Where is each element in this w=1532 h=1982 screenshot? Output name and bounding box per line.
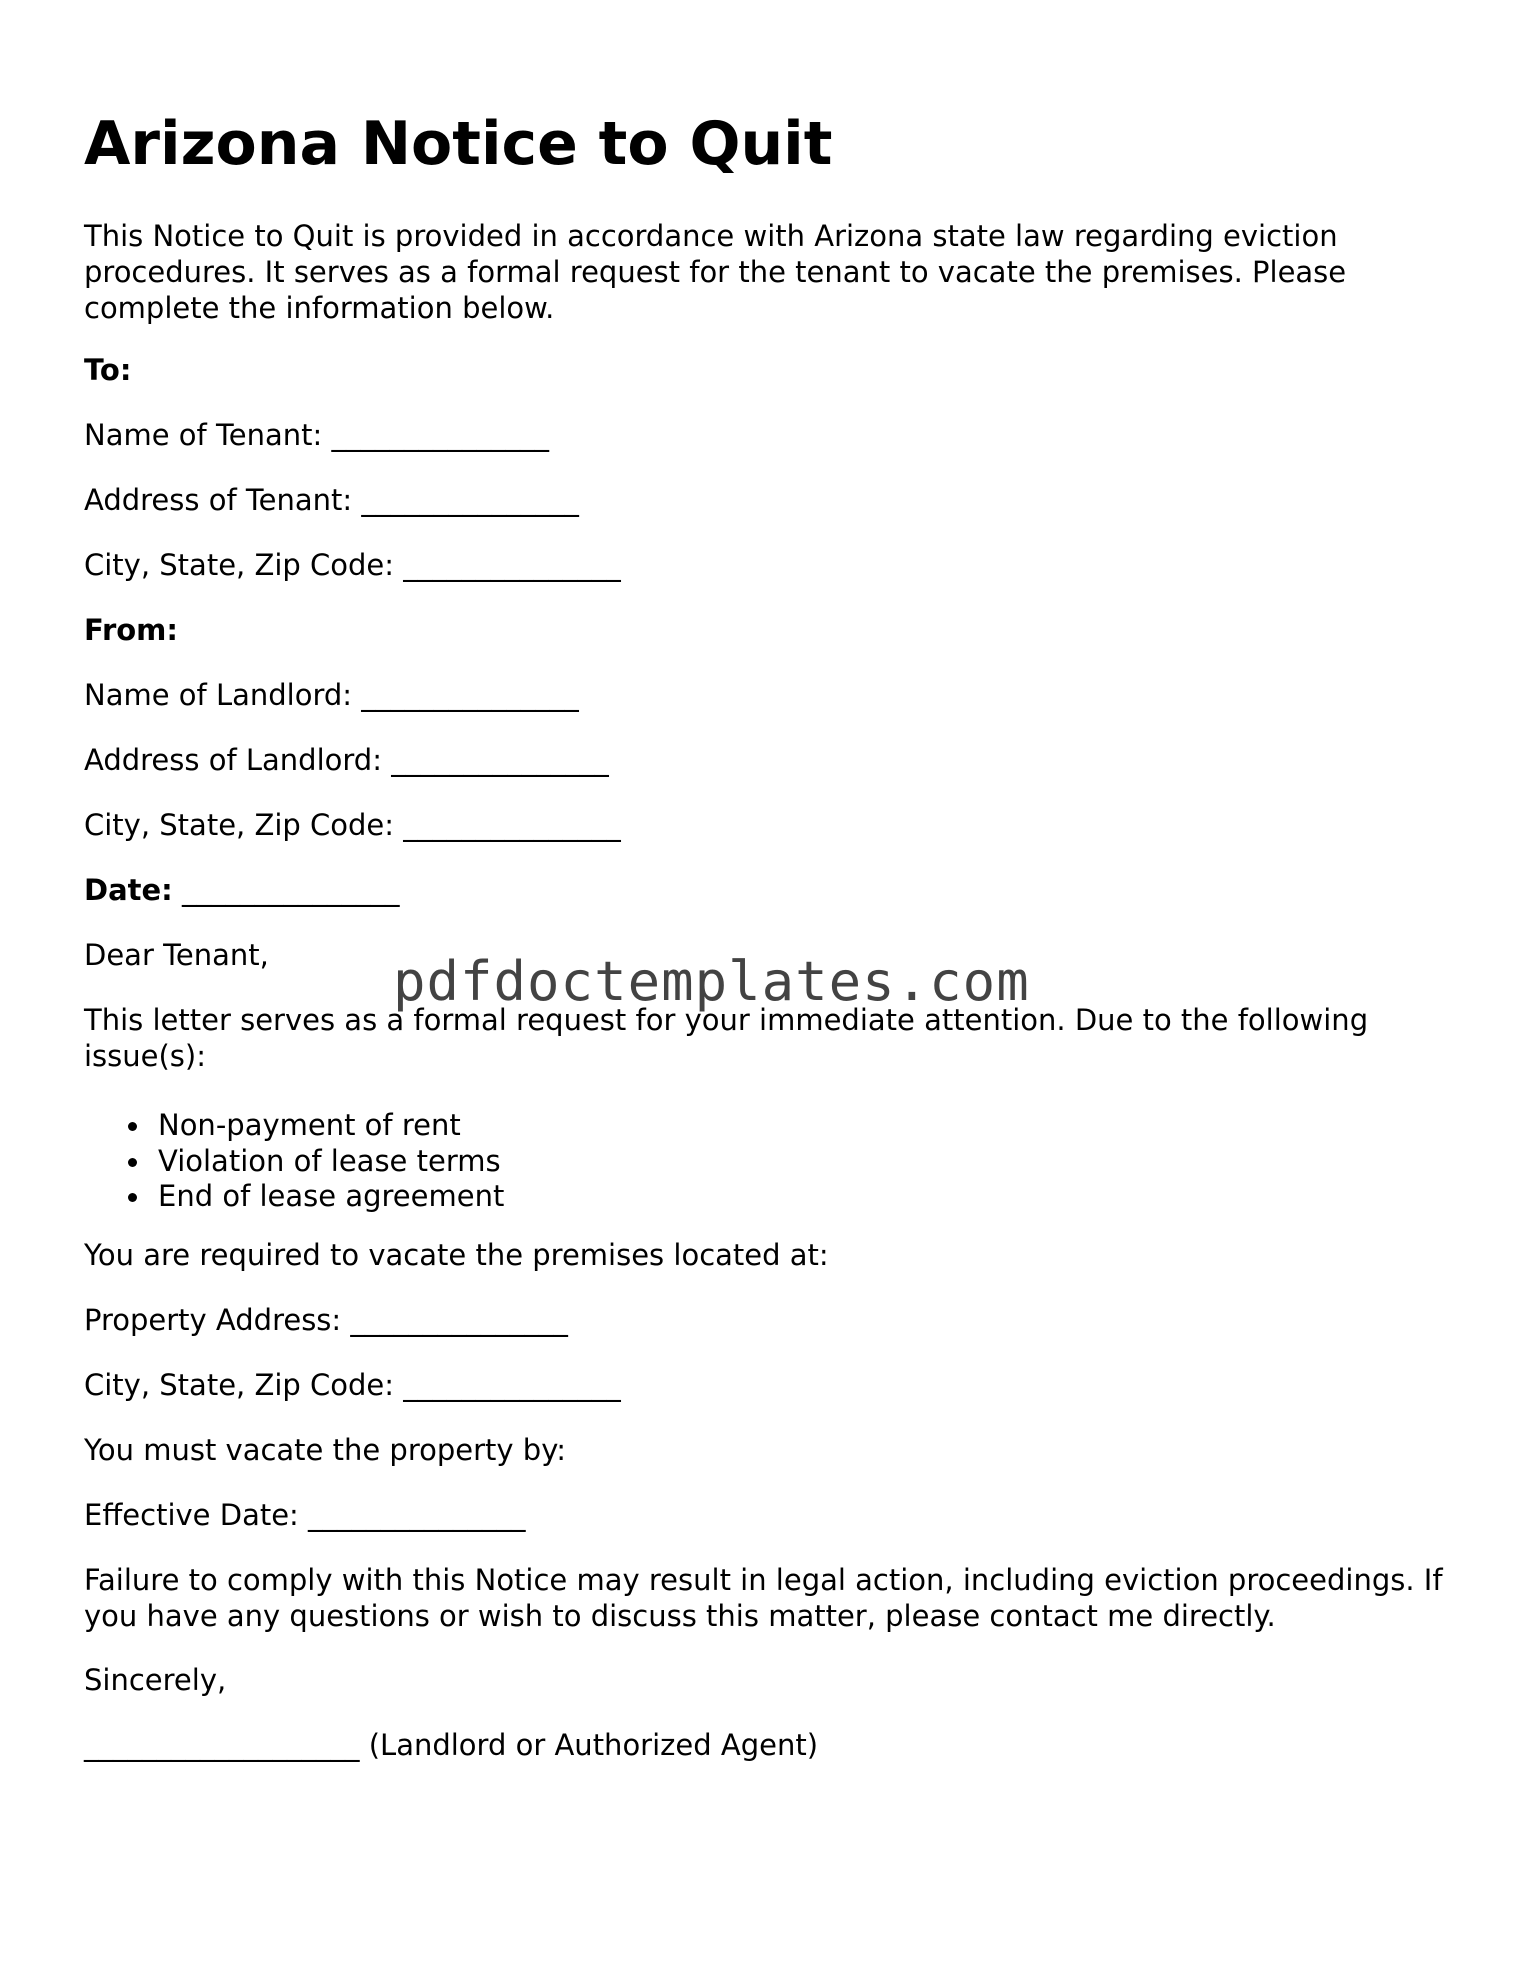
landlord-name-label: Name of Landlord: — [84, 678, 353, 712]
tenant-address-field — [84, 482, 579, 518]
tenant-city-field — [84, 547, 621, 583]
closing: Sincerely, — [84, 1663, 227, 1697]
vacate-by-text: You must vacate the property by: — [84, 1433, 567, 1467]
landlord-address-blank: _______________ — [391, 743, 609, 777]
date-blank: _______________ — [182, 873, 400, 907]
property-address-field — [84, 1302, 568, 1338]
tenant-city-blank: _______________ — [403, 548, 621, 582]
list-item: End of lease agreement — [84, 1179, 504, 1215]
list-item: Non-payment of rent — [84, 1108, 504, 1144]
to-heading: To: — [84, 353, 132, 387]
landlord-name-blank: _______________ — [361, 678, 579, 712]
salutation: Dear Tenant, — [84, 938, 269, 972]
date-field — [84, 872, 400, 908]
effective-date-blank: _______________ — [308, 1498, 526, 1532]
tenant-name-blank: _______________ — [331, 418, 549, 452]
issues-list — [84, 1108, 504, 1215]
list-item: Violation of lease terms — [84, 1144, 504, 1180]
property-city-field — [84, 1367, 621, 1403]
bullet-icon — [128, 1193, 137, 1202]
signature-caption: (Landlord or Authorized Agent) — [368, 1728, 819, 1762]
landlord-address-field — [84, 742, 609, 778]
from-heading: From: — [84, 613, 178, 647]
landlord-address-label: Address of Landlord: — [84, 743, 382, 777]
bullet-icon — [128, 1122, 137, 1131]
property-city-blank: _______________ — [403, 1368, 621, 1402]
effective-date-field — [84, 1497, 526, 1533]
vacate-premises-text: You are required to vacate the premises located at: — [84, 1238, 829, 1272]
page-title: Arizona Notice to Quit — [84, 109, 833, 179]
intro-paragraph: This Notice to Quit is provided in accordance with Arizona state law regarding eviction procedures. It serves as a formal request for the tenant to vacate the premises. Please complete the information below. — [84, 219, 1347, 325]
landlord-city-field — [84, 807, 621, 843]
tenant-name-label: Name of Tenant: — [84, 418, 323, 452]
tenant-city-label: City, State, Zip Code: — [84, 548, 395, 582]
date-label: Date: — [84, 873, 173, 907]
tenant-address-label: Address of Tenant: — [84, 483, 353, 517]
landlord-city-label: City, State, Zip Code: — [84, 808, 395, 842]
signature-blank: ___________________ — [84, 1728, 360, 1762]
effective-date-label: Effective Date: — [84, 1498, 299, 1532]
tenant-address-blank: _______________ — [361, 483, 579, 517]
signature-line — [84, 1727, 818, 1763]
landlord-city-blank: _______________ — [403, 808, 621, 842]
watermark: pdfdoctemplates.com — [393, 950, 1030, 1013]
property-city-label: City, State, Zip Code: — [84, 1368, 395, 1402]
landlord-name-field — [84, 677, 579, 713]
property-address-label: Property Address: — [84, 1303, 342, 1337]
warning-paragraph: Failure to comply with this Notice may result in legal action, including eviction proceedings. If you have any questions or wish to discuss this matter, please contact me directly. — [84, 1563, 1443, 1633]
request-paragraph: This letter serves as a formal request for your immediate attention. Due to the following issue(s): — [84, 1003, 1369, 1073]
bullet-icon — [128, 1158, 137, 1167]
property-address-blank: _______________ — [350, 1303, 568, 1337]
tenant-name-field — [84, 417, 549, 453]
